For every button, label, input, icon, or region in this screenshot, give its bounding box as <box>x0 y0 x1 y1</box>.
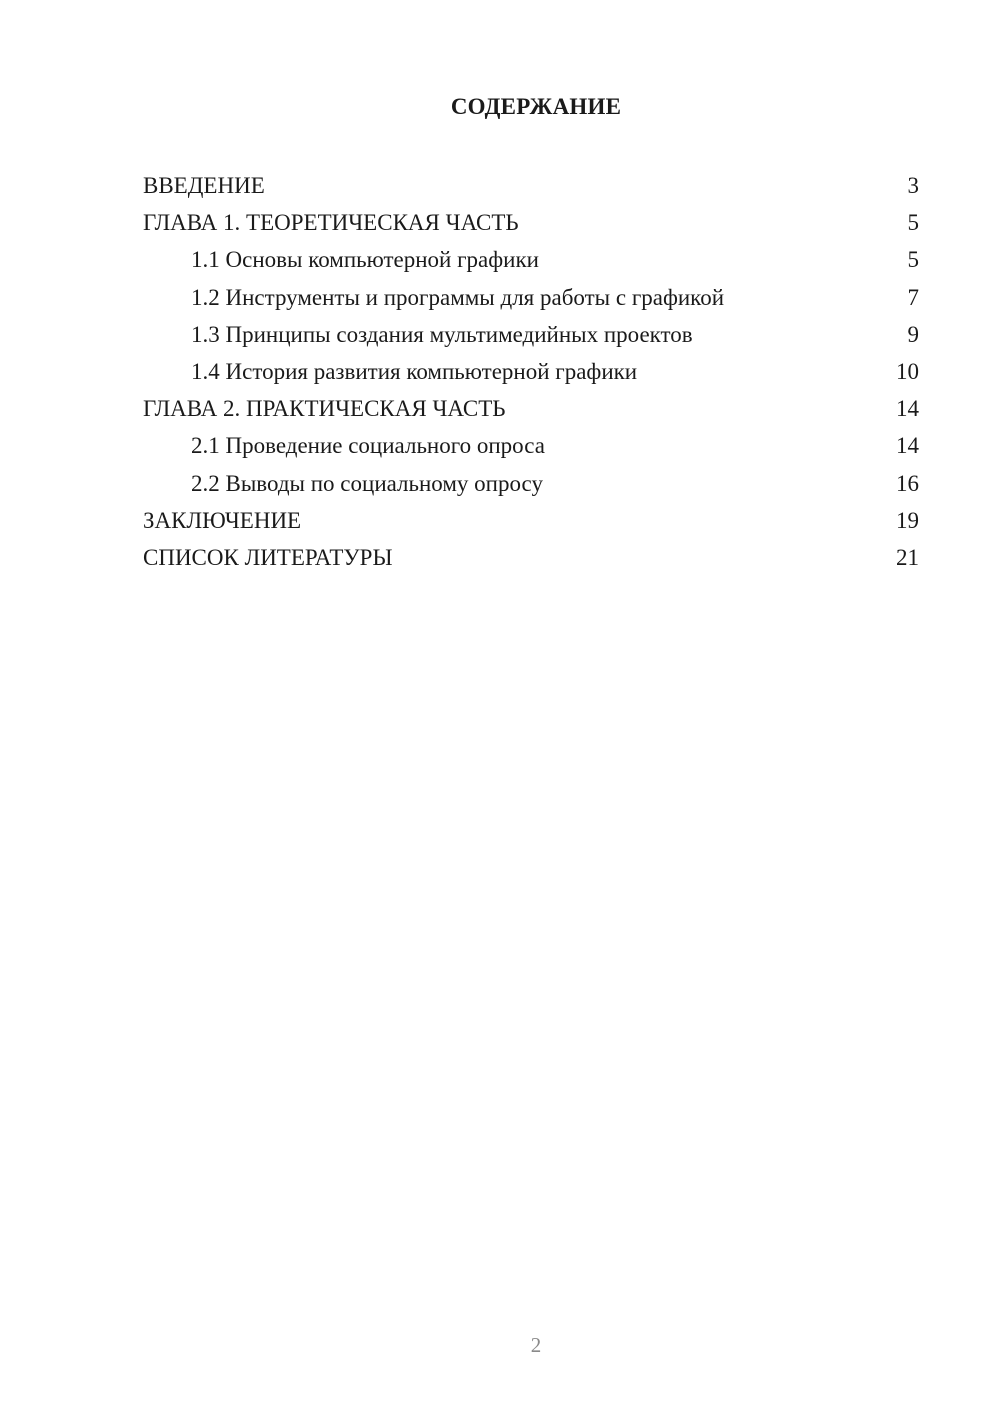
toc-entry-label: ГЛАВА 2. ПРАКТИЧЕСКАЯ ЧАСТЬ <box>143 396 506 422</box>
toc-entry-label: 2.2 Выводы по социальному опросу <box>191 470 543 496</box>
toc-entry-page: 3 <box>907 173 919 198</box>
toc-entry-label: 1.3 Принципы создания мультимедийных проектов <box>191 321 693 347</box>
toc-entry-section-1-1 <box>143 241 919 278</box>
toc-entry-label: 2.1 Проведение социального опроса <box>191 433 545 459</box>
toc-entry-section-2-2 <box>143 465 919 502</box>
toc-entry-page: 9 <box>907 321 919 347</box>
toc-entry-page: 5 <box>907 247 919 273</box>
toc-entry-section-2-1 <box>143 427 919 464</box>
toc-entry-label: ЗАКЛЮЧЕНИЕ <box>143 507 302 533</box>
toc-entry-introduction <box>143 167 919 204</box>
toc-entry-page: 14 <box>896 396 919 422</box>
toc-entry-bibliography <box>143 539 919 576</box>
toc-entry-page: 19 <box>896 507 919 533</box>
toc-entry-label: ВВЕДЕНИЕ <box>143 173 265 198</box>
toc-entry-chapter-2 <box>143 390 919 427</box>
toc-entry-label: ГЛАВА 1. ТЕОРЕТИЧЕСКАЯ ЧАСТЬ <box>143 210 519 236</box>
page-number: 2 <box>530 1333 542 1357</box>
toc-entry-page: 16 <box>896 470 919 496</box>
toc-entry-label: 1.2 Инструменты и программы для работы с графикой <box>191 284 724 310</box>
toc-entry-chapter-1 <box>143 204 919 241</box>
toc-entry-page: 10 <box>896 358 919 384</box>
toc-entry-label: 1.4 История развития компьютерной графики <box>191 358 638 384</box>
toc-entry-label: СПИСОК ЛИТЕРАТУРЫ <box>143 544 393 570</box>
toc-entry-conclusion <box>143 502 919 539</box>
toc-entry-page: 7 <box>907 284 919 310</box>
toc-entry-section-1-3 <box>143 316 919 353</box>
toc-entry-page: 5 <box>907 210 919 236</box>
toc-title: СОДЕРЖАНИЕ <box>450 94 622 119</box>
table-of-contents <box>143 167 919 576</box>
toc-entry-page: 21 <box>896 544 919 570</box>
toc-entry-section-1-4 <box>143 353 919 390</box>
toc-entry-label: 1.1 Основы компьютерной графики <box>191 247 539 273</box>
toc-entry-page: 14 <box>896 433 919 459</box>
toc-entry-section-1-2 <box>143 279 919 316</box>
